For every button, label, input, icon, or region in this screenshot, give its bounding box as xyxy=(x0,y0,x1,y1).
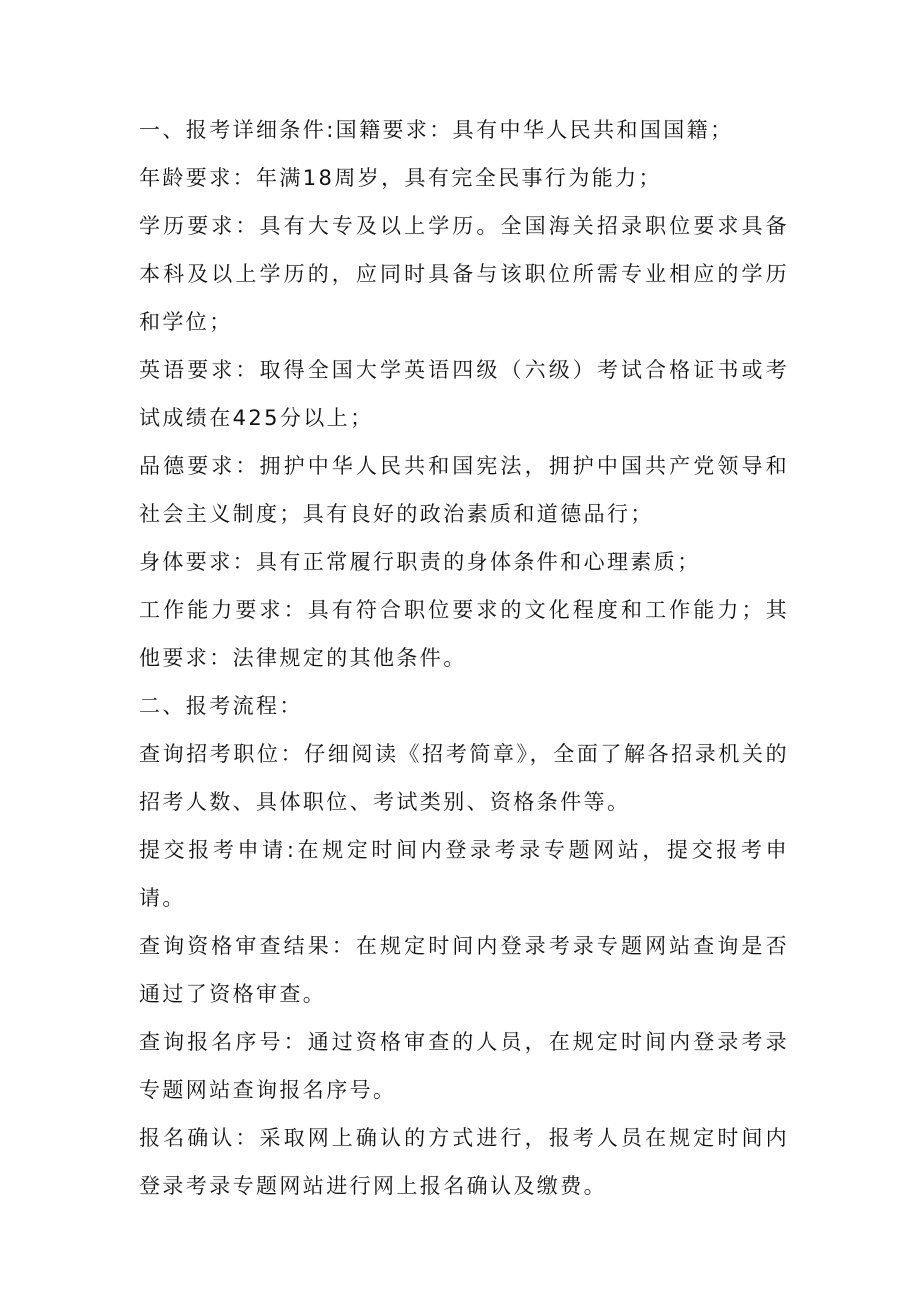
document-body xyxy=(139,106,789,1210)
paragraph-submit-application: 提交报考申请:在规定时间内登录考录专题网站，提交报考申请。 xyxy=(139,838,789,910)
paragraph-education-requirement: 学历要求：具有大专及以上学历。全国海关招录职位要求具备本科及以上学历的，应同时具备与该职位所需专业相应的学历和学位； xyxy=(139,214,789,334)
paragraph-registration-confirmation: 报名确认：采取网上确认的方式进行，报考人员在规定时间内登录考录专题网站进行网上报名确认及缴费。 xyxy=(139,1126,789,1198)
paragraph-registration-number: 查询报名序号：通过资格审查的人员，在规定时间内登录考录专题网站查询报名序号。 xyxy=(139,1030,789,1102)
paragraph-conditions-nationality: 一、报考详细条件:国籍要求：具有中华人民共和国国籍； xyxy=(139,118,734,142)
paragraph-work-ability-requirement: 工作能力要求：具有符合职位要求的文化程度和工作能力；其他要求：法律规定的其他条件。 xyxy=(139,598,789,670)
paragraph-health-requirement: 身体要求：具有正常履行职责的身体条件和心理素质； xyxy=(139,550,701,574)
paragraph-qualification-result: 查询资格审查结果：在规定时间内登录考录专题网站查询是否通过了资格审查。 xyxy=(139,934,789,1006)
paragraph-age-requirement: 年龄要求：年满18周岁，具有完全民事行为能力； xyxy=(139,166,662,190)
paragraph-english-requirement: 英语要求：取得全国大学英语四级（六级）考试合格证书或考试成绩在425分以上； xyxy=(139,358,789,430)
section-heading-application-process: 二、报考流程： xyxy=(139,694,303,718)
paragraph-character-requirement: 品德要求：拥护中华人民共和国宪法，拥护中国共产党领导和社会主义制度；具有良好的政治素质和道德品行； xyxy=(139,454,789,526)
paragraph-query-positions: 查询招考职位：仔细阅读《招考简章》，全面了解各招录机关的招考人数、具体职位、考试类别、资格条件等。 xyxy=(139,742,789,814)
